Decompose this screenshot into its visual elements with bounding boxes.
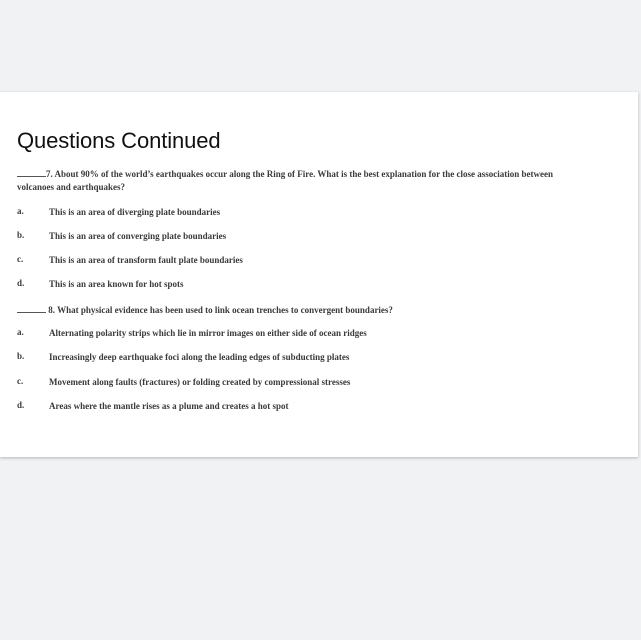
option-letter: b. <box>17 351 25 361</box>
question-7 <box>17 167 617 194</box>
answer-blank <box>17 167 46 177</box>
question-8-text: 8. What physical evidence has been used to link ocean trenches to convergent boundaries? <box>46 305 393 315</box>
question-7-text: 7. About 90% of the world’s earthquakes occur along the Ring of Fire. What is the best explanation for the close association between <box>46 169 553 179</box>
option-text: Increasingly deep earthquake foci along the leading edges of subducting plates <box>49 352 350 362</box>
option-text: Areas where the mantle rises as a plume and creates a hot spot <box>49 401 289 411</box>
option-text: This is an area of transform fault plate boundaries <box>49 255 243 265</box>
option-letter: d. <box>17 278 25 288</box>
option-letter: a. <box>17 327 24 337</box>
option-text: This is an area known for hot spots <box>49 279 184 289</box>
answer-blank <box>17 303 46 313</box>
option-text: Movement along faults (fractures) or folding created by compressional stresses <box>49 377 351 387</box>
option-text: This is an area of diverging plate boundaries <box>49 207 221 217</box>
question-8 <box>17 303 617 317</box>
option-text: Alternating polarity strips which lie in mirror images on either side of ocean ridges <box>49 328 367 338</box>
option-letter: c. <box>17 376 24 386</box>
option-letter: b. <box>17 230 25 240</box>
option-text: This is an area of converging plate boundaries <box>49 231 227 241</box>
page-title: Questions Continued <box>17 128 221 153</box>
option-letter: a. <box>17 206 24 216</box>
option-letter: c. <box>17 254 24 264</box>
option-letter: d. <box>17 400 25 410</box>
question-7-continuation: volcanoes and earthquakes? <box>17 182 126 192</box>
